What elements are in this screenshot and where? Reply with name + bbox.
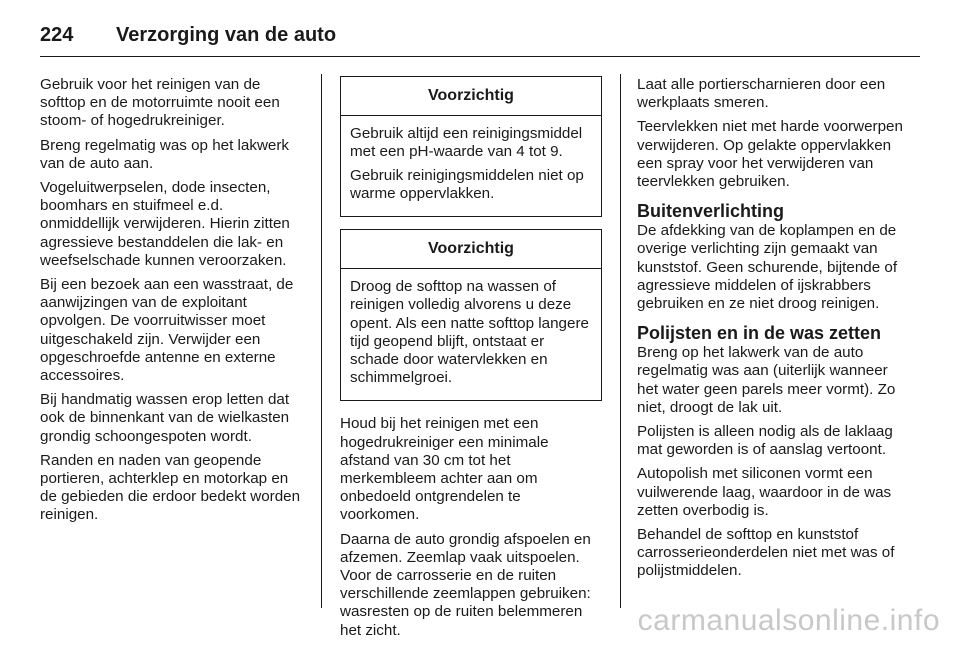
watermark: carmanualsonline.info	[637, 604, 940, 637]
paragraph: Laat alle portierscharnieren door een werkplaats smeren.	[637, 76, 886, 112]
column-divider-1	[321, 74, 322, 608]
caution-text: Gebruik reinigingsmiddelen niet op warme oppervlakken.	[350, 166, 584, 202]
paragraph: Behandel de softtop en kunststof carrosserieonderdelen niet met was of polijstmiddelen.	[637, 526, 895, 580]
section-heading-polijsten: Polijsten en in de was zetten	[637, 323, 882, 344]
caution-title: Voorzichtig	[341, 230, 601, 269]
paragraph: De afdekking van de koplampen en de overige verlichting zijn gemaakt van kunststof. Geen schurende, bijtende of agressieve middelen of ijskrabbers gebruiken en ze niet droog reinigen.	[637, 222, 898, 313]
caution-title: Voorzichtig	[341, 77, 601, 116]
paragraph: Breng regelmatig was op het lakwerk van de auto aan.	[40, 136, 290, 172]
paragraph: Polijsten is alleen nodig als de laklaag mat geworden is of aanslag vertoont.	[637, 423, 893, 459]
section-heading-buitenverlichting: Buitenverlichting	[637, 201, 785, 222]
page-header	[40, 14, 920, 56]
paragraph: Vogeluitwerpselen, dode insecten, boomhars en stuifmeel e.d. onmiddellijk verwijderen. Hierin zitten agressieve bestanddelen die lak- en weefselschade kunnen veroorzaken.	[40, 179, 290, 269]
column-1	[40, 76, 306, 531]
caution-box-2	[340, 229, 602, 401]
column-divider-2	[620, 74, 621, 608]
caution-box-1	[340, 76, 602, 217]
paragraph: Autopolish met siliconen vormt een vuilwerende laag, waardoor in de was zetten overbodig is.	[637, 465, 892, 519]
paragraph: Teervlekken niet met harde voorwerpen verwijderen. Op gelakte oppervlakken een spray voor het verwijderen van teervlekken gebruiken.	[637, 118, 903, 191]
header-rule	[40, 56, 920, 57]
paragraph: Breng op het lakwerk van de auto regelmatig was aan (uiterlijk wanneer het water geen parels meer vormt). Zo niet, droogt de lak uit.	[637, 344, 896, 416]
page-number: 224	[40, 23, 74, 46]
caution-text: Gebruik altijd een reinigingsmiddel met een pH-waarde van 4 tot 9.	[350, 125, 583, 161]
page-title: Verzorging van de auto	[116, 23, 337, 46]
paragraph: Houd bij het reinigen met een hogedrukreiniger een minimale afstand van 30 cm tot het merkembleem achter aan om onbedoeld ontgrendelen te voorkomen.	[340, 415, 549, 524]
paragraph: Daarna de auto grondig afspoelen en afzemen. Zeemlap vaak uitspoelen. Voor de carrosserie en de ruiten verschillende zeemlappen gebruiken: wasresten op de ruiten belemmeren het zicht.	[340, 530, 591, 639]
paragraph: Bij handmatig wassen erop letten dat ook de binnenkant van de wielkasten grondig schoongespoten wordt.	[40, 391, 290, 445]
column-3	[637, 76, 907, 587]
paragraph: Randen en naden van geopende portieren, achterklep en motorkap en de gebieden die erdoor bedekt worden reinigen.	[40, 451, 301, 524]
column-2	[340, 76, 602, 646]
caution-text: Droog de softtop na wassen of reinigen volledig alvorens u deze opent. Als een natte softtop langere tijd geopend blijft, ontstaat er schade door watervlekken en schimmelgroei.	[350, 278, 589, 387]
paragraph: Gebruik voor het reinigen van de softtop en de motorruimte nooit een stoom- of hogedrukreiniger.	[40, 76, 280, 130]
paragraph: Bij een bezoek aan een wasstraat, de aanwijzingen van de exploitant opvolgen. De voorruitwisser moet uitgeschakeld zijn. Verwijder een opgeschroefde antenne en externe accessoires.	[40, 276, 294, 385]
